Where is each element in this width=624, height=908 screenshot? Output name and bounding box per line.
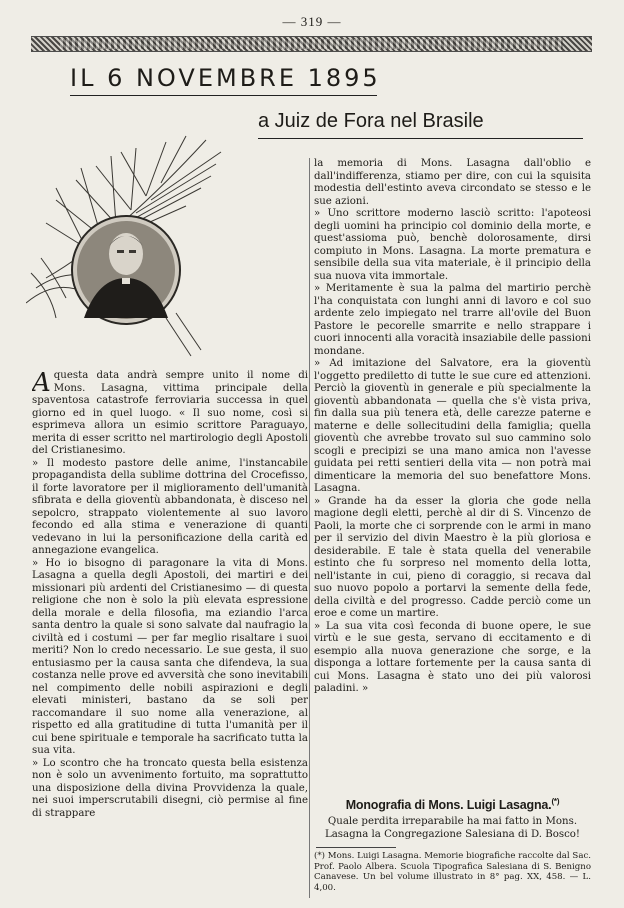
right-paragraph-1: la memoria di Mons. Lasagna dall'oblio e dall'indifferenza, stiamo per dire, con cui la squisita modestia dell'estinto aveva circondato se stesso e le sue azioni.	[314, 158, 591, 207]
footnote-rule	[316, 847, 396, 848]
left-paragraph-1: Aquesta data andrà sempre unito il nome di Mons. Lasagna, vittima principale della spaventosa catastrofe ferroviaria successa in quel giorno ed in quel luogo. « Il suo nome, così si esprimeva allora un esimio scrittore Paraguayo, merita di esser scritto nel martirologio degli Apostoli del Cristianesimo.	[32, 370, 308, 456]
left-paragraph-3: » Ho io bisogno di paragonare la vita di Mons. Lasagna a quella degli Apostoli, dei martiri e dei missionari più ardenti del Cristianesimo — di questa religione che non è solo la più elevata espressione della morale e della filosofia, ma eziandio l'arca santa dentro la quale si sono salvate dal naufragio la civiltà ed i costumi — per far meglio risaltare i suoi meriti? Non lo credo necessario. Le sue gesta, il suo entusiasmo per la causa santa che difendeva, la sua costanza nelle prove ed avversità che sono inevitabili nel compimento delle nobili aspirazioni e degli elevati ministeri, bastano da se soli per raccomandare il suo nome alla venerazione, al rispetto ed alla gratitudine di tutta l'umanità per il cui bene spirituale e temporale ha sacrificato tutta la sua vita.	[32, 557, 308, 756]
footnote-mark: (*)	[551, 797, 560, 806]
column-divider	[309, 158, 310, 898]
left-paragraph-2: » Il modesto pastore delle anime, l'instancabile propagandista della sublime dottrina del Crocefisso, il forte lavoratore per il miglioramento dell'umanità sfibrata e della gioventù abbandonata, è disceso nel sepolcro, strappato violentemente al suo lavoro fecondo ed alla stima e venerazione di quanti vedevano in lui la personificazione della carità ed annegazione evangelica.	[32, 457, 308, 556]
right-paragraph-4: » Ad imitazione del Salvatore, era la gioventù l'oggetto prediletto di tutte le sue cure ed attenzioni. Perciò la gioventù in generale e più specialmente la gioventù abbandonata — quella che s'è vista priva, fin dalla sua più tenera età, delle carezze paterne e materne e delle sollecitudini della famiglia; quella gioventù che avrebbe trovato sul suo cammino solo scogli e precipizi se una mano amica non l'avesse guidata pei retti sentieri della vita — non potrà mai dimenticare la memoria del suo benefattore Mons. Lasagna.	[314, 358, 591, 494]
drop-cap: A	[32, 370, 51, 398]
article-title: IL 6 NOVEMBRE 1895	[70, 64, 381, 92]
page-number: — 319 —	[282, 14, 342, 29]
article-subtitle: a Juiz de Fora nel Brasile	[258, 110, 484, 132]
right-paragraph-5: » Grande ha da esser la gloria che gode nella magione degli eletti, perchè al dir di S. Vincenzo de Paoli, la morte che ci sorprende con le armi in mano per il servizio del divin Maestro è la più gloriosa e desiderabile. E tale è stata quella del venerabile estinto che fu sorpreso nel momento della lotta, nell'istante in cui, pieno di coraggio, si recava dal suo nuovo popolo a portarvi la semente della fede, della civiltà e del progresso. Cadde perciò come un eroe e come un martire.	[314, 495, 591, 619]
monograph-text: Quale perdita irreparabile ha mai fatto in Mons. Lasagna la Congregazione Salesiana di D. Bosco!	[324, 816, 581, 840]
footnote: (*) Mons. Luigi Lasagna. Memorie biografiche raccolte dal Sac. Prof. Paolo Albera. Scuola Tipografica Salesiana di S. Benigno Canavese. Un bel volume illustrato in 8° pag. XX, 458. — L. 4,00.	[314, 851, 591, 893]
right-paragraph-2: » Uno scrittore moderno lasciò scritto: l'apoteosi degli uomini ha principio col dominio della morte, e quest'assioma può, benchè dolorosamente, dirsi compiuto in Mons. Lasagna. La morte prematura e sensibile della sua vita materiale, è il principio della sua nuova vita immortale.	[314, 208, 591, 282]
decorative-header-pattern	[60, 39, 563, 49]
title-underline	[70, 95, 377, 96]
right-paragraph-6: » La sua vita così feconda di buone opere, le sue virtù e le sue gesta, servano di eccitamento e di esempio alla nuova generazione che sorge, e la disponga a lottare fortemente per la causa santa di cui Mons. Lasagna è stato uno dei più valorosi paladini. »	[314, 620, 591, 694]
right-column	[314, 158, 591, 794]
monograph-heading: Monografia di Mons. Luigi Lasagna.(*)	[345, 797, 560, 813]
portrait-illustration	[26, 128, 311, 368]
palm-and-portrait-drawing	[26, 128, 311, 368]
left-paragraph-4: » Lo scontro che ha troncato questa bella esistenza non è solo un avvenimento fortuito, ma soprattutto una disposizione della divina Provvidenza la quale, nei suoi imperscrutabili disegni, ciò permise al fine di strappare	[32, 757, 308, 819]
left-column	[32, 370, 308, 895]
right-paragraph-3: » Meritamente è sua la palma del martirio perchè l'ha conquistata con lunghi anni di lavoro e col suo ardente zelo impiegato nel trarre all'ovile del Buon Pastore le pecorelle smarrite e nello strappare i cuori innocenti alla voracità insaziabile delle passioni mondane.	[314, 283, 591, 357]
